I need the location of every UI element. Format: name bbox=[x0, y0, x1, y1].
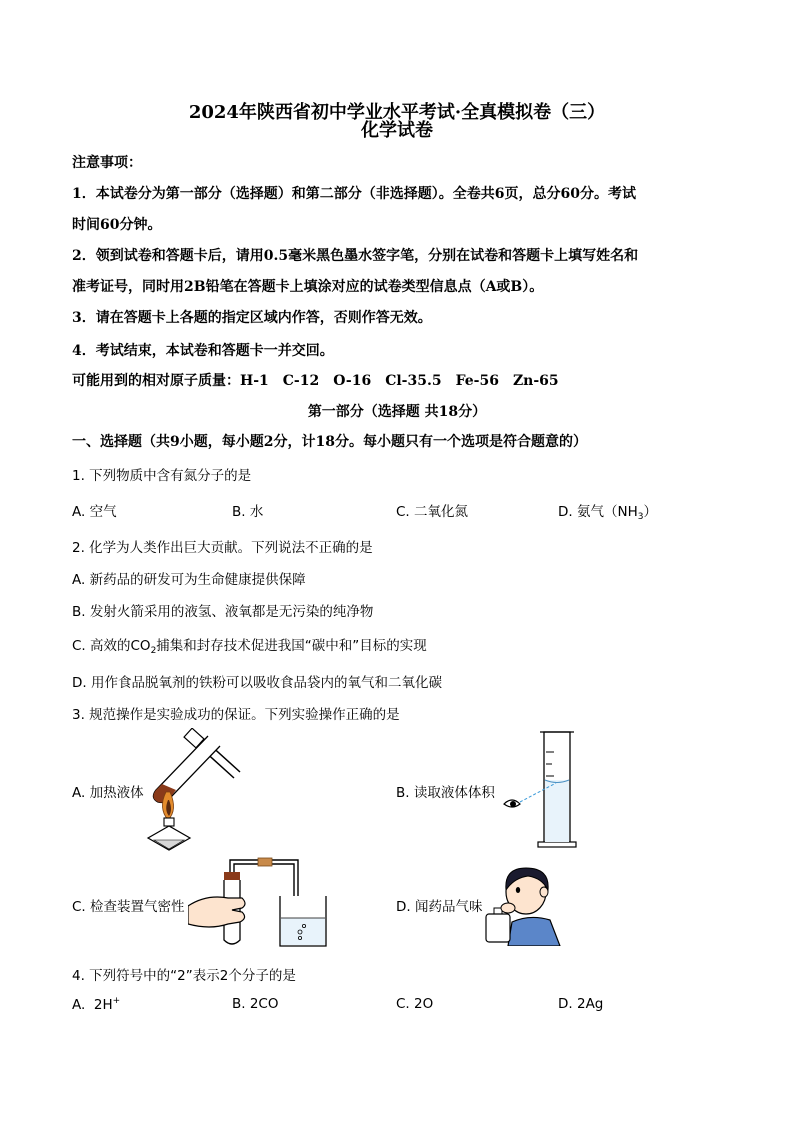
q1-option-b: B. 水 bbox=[232, 504, 264, 520]
note-4: 4．考试结束，本试卷和答题卡一并交回。 bbox=[72, 343, 334, 359]
q2-option-b: B. 发射火箭采用的液氢、液氧都是无污染的纯净物 bbox=[72, 604, 374, 620]
note-3: 3．请在答题卡上各题的指定区域内作答，否则作答无效。 bbox=[72, 310, 432, 326]
airtightness-check-illustration bbox=[188, 852, 334, 952]
note-1-line-2: 时间60分钟。 bbox=[72, 217, 162, 233]
q4-option-b: B. 2CO bbox=[232, 996, 279, 1012]
q1-option-a: A. 空气 bbox=[72, 504, 117, 520]
q3-stem: 3. 规范操作是实验成功的保证。下列实验操作正确的是 bbox=[72, 707, 400, 723]
note-2-line-2: 准考证号，同时用2B铅笔在答题卡上填涂对应的试卷类型信息点（A或B）。 bbox=[72, 279, 544, 295]
q2-option-d: D. 用作食品脱氧剂的铁粉可以吸收食品袋内的氧气和二氧化碳 bbox=[72, 675, 442, 691]
part1-heading: 第一部分（选择题 共18分） bbox=[307, 404, 487, 420]
q1-option-c: C. 二氧化氮 bbox=[396, 504, 469, 520]
q3-option-c: C. 检查装置气密性 bbox=[72, 899, 185, 915]
notes-heading: 注意事项： bbox=[72, 155, 142, 171]
q2-option-a: A. 新药品的研发可为生命健康提供保障 bbox=[72, 572, 306, 588]
q1-stem: 1. 下列物质中含有氮分子的是 bbox=[72, 468, 252, 484]
q1-option-d: D. 氨气$(NH_3)$ bbox=[558, 504, 657, 522]
q3-option-b: B. 读取液体体积 bbox=[396, 785, 495, 801]
q3-option-a: A. 加热液体 bbox=[72, 785, 144, 801]
smelling-chemical-illustration bbox=[484, 860, 564, 946]
note-2-line-1: 2．领到试卷和答题卡后，请用0.5毫米黑色墨水签字笔，分别在试卷和答题卡上填写姓名和 bbox=[72, 248, 639, 264]
section-heading: 一、选择题（共9小题，每小题2分，计18分。每小题只有一个选项是符合题意的） bbox=[72, 434, 587, 450]
q4-option-c: C. 2O bbox=[396, 996, 434, 1012]
atomic-masses: 可能用到的相对原子质量：H-1 C-12 O-16 Cl-35.5 Fe-56 Zn-65 bbox=[72, 373, 559, 389]
q2-stem: 2. 化学为人类作出巨大贡献。下列说法不正确的是 bbox=[72, 540, 373, 556]
q4-stem: 4. 下列符号中的“2”表示2个分子的是 bbox=[72, 968, 296, 984]
q2-option-c: C. 高效的$CO_2$捕集和封存技术促进我国“碳中和”目标的实现 bbox=[72, 638, 427, 656]
q3-option-d: D. 闻药品气味 bbox=[396, 899, 483, 915]
q4-option-d: D. 2Ag bbox=[558, 996, 604, 1012]
q4-option-a: A. 2H+ bbox=[72, 996, 121, 1013]
cylinder-reading-illustration bbox=[500, 730, 580, 850]
exam-title: 2024年陕西省初中学业水平考试·全真模拟卷（三） bbox=[188, 102, 606, 123]
note-1-line-1: 1．本试卷分为第一部分（选择题）和第二部分（非选择题）。全卷共6页，总分60分。考试 bbox=[72, 186, 636, 202]
heating-liquid-illustration bbox=[136, 728, 248, 854]
exam-subtitle: 化学试卷 bbox=[361, 120, 433, 141]
